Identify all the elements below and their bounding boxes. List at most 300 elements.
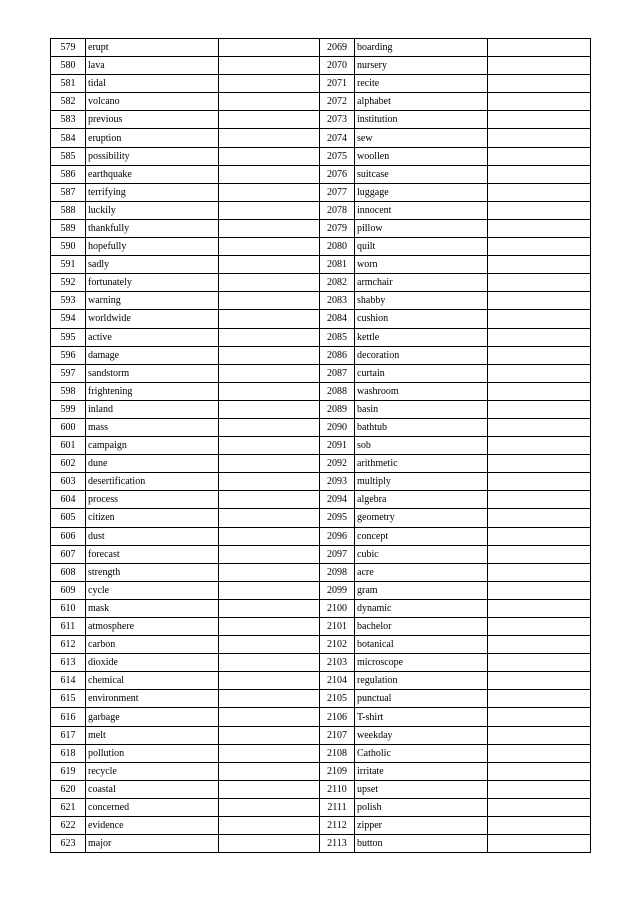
left-entry-word: lava — [86, 57, 219, 75]
table-row — [51, 292, 591, 310]
left-entry-word: possibility — [86, 147, 219, 165]
right-entry-word: kettle — [355, 328, 488, 346]
right-entry-number: 2081 — [320, 256, 355, 274]
right-blank-cell — [488, 346, 591, 364]
right-entry-word: regulation — [355, 672, 488, 690]
left-entry-word: process — [86, 491, 219, 509]
right-entry-number: 2078 — [320, 201, 355, 219]
left-entry-number: 617 — [51, 726, 86, 744]
right-entry-word: T-shirt — [355, 708, 488, 726]
left-blank-cell — [219, 111, 320, 129]
right-blank-cell — [488, 636, 591, 654]
table-row — [51, 563, 591, 581]
right-entry-number: 2074 — [320, 129, 355, 147]
right-blank-cell — [488, 219, 591, 237]
vocabulary-table — [50, 38, 591, 853]
left-blank-cell — [219, 437, 320, 455]
left-blank-cell — [219, 418, 320, 436]
left-blank-cell — [219, 75, 320, 93]
right-blank-cell — [488, 418, 591, 436]
right-entry-word: cushion — [355, 310, 488, 328]
right-blank-cell — [488, 581, 591, 599]
right-entry-number: 2071 — [320, 75, 355, 93]
left-blank-cell — [219, 400, 320, 418]
right-entry-word: quilt — [355, 238, 488, 256]
left-entry-word: recycle — [86, 762, 219, 780]
right-entry-word: concept — [355, 527, 488, 545]
right-blank-cell — [488, 762, 591, 780]
left-entry-word: concerned — [86, 798, 219, 816]
right-entry-word: sob — [355, 437, 488, 455]
right-blank-cell — [488, 292, 591, 310]
left-blank-cell — [219, 817, 320, 835]
right-blank-cell — [488, 780, 591, 798]
right-entry-word: weekday — [355, 726, 488, 744]
left-entry-word: citizen — [86, 509, 219, 527]
left-entry-number: 602 — [51, 455, 86, 473]
left-entry-number: 592 — [51, 274, 86, 292]
right-entry-number: 2102 — [320, 636, 355, 654]
left-entry-word: environment — [86, 690, 219, 708]
right-entry-word: cubic — [355, 545, 488, 563]
left-entry-word: previous — [86, 111, 219, 129]
right-blank-cell — [488, 509, 591, 527]
left-blank-cell — [219, 527, 320, 545]
right-blank-cell — [488, 382, 591, 400]
left-entry-word: atmosphere — [86, 618, 219, 636]
table-row — [51, 201, 591, 219]
left-entry-word: erupt — [86, 39, 219, 57]
table-row — [51, 219, 591, 237]
table-row — [51, 418, 591, 436]
right-blank-cell — [488, 93, 591, 111]
table-row — [51, 256, 591, 274]
table-row — [51, 75, 591, 93]
left-entry-word: strength — [86, 563, 219, 581]
right-blank-cell — [488, 473, 591, 491]
left-entry-number: 579 — [51, 39, 86, 57]
table-row — [51, 744, 591, 762]
left-entry-number: 582 — [51, 93, 86, 111]
right-entry-word: innocent — [355, 201, 488, 219]
left-blank-cell — [219, 491, 320, 509]
table-row — [51, 111, 591, 129]
right-blank-cell — [488, 57, 591, 75]
right-blank-cell — [488, 817, 591, 835]
right-blank-cell — [488, 491, 591, 509]
left-blank-cell — [219, 708, 320, 726]
left-blank-cell — [219, 39, 320, 57]
right-blank-cell — [488, 256, 591, 274]
right-blank-cell — [488, 690, 591, 708]
right-entry-word: boarding — [355, 39, 488, 57]
right-entry-number: 2085 — [320, 328, 355, 346]
left-entry-word: major — [86, 835, 219, 853]
left-entry-number: 587 — [51, 183, 86, 201]
right-blank-cell — [488, 201, 591, 219]
table-row — [51, 400, 591, 418]
left-blank-cell — [219, 636, 320, 654]
right-entry-word: luggage — [355, 183, 488, 201]
right-blank-cell — [488, 310, 591, 328]
left-entry-word: fortunately — [86, 274, 219, 292]
right-entry-word: polish — [355, 798, 488, 816]
right-entry-word: zipper — [355, 817, 488, 835]
table-row — [51, 618, 591, 636]
right-blank-cell — [488, 798, 591, 816]
right-entry-number: 2073 — [320, 111, 355, 129]
left-blank-cell — [219, 545, 320, 563]
left-entry-number: 616 — [51, 708, 86, 726]
right-entry-number: 2103 — [320, 654, 355, 672]
left-entry-number: 598 — [51, 382, 86, 400]
table-row — [51, 93, 591, 111]
left-entry-number: 604 — [51, 491, 86, 509]
right-entry-number: 2084 — [320, 310, 355, 328]
right-entry-word: pillow — [355, 219, 488, 237]
right-entry-word: botanical — [355, 636, 488, 654]
left-entry-number: 593 — [51, 292, 86, 310]
right-entry-number: 2111 — [320, 798, 355, 816]
left-entry-number: 618 — [51, 744, 86, 762]
vocabulary-sheet — [50, 38, 590, 853]
left-blank-cell — [219, 364, 320, 382]
right-entry-number: 2079 — [320, 219, 355, 237]
table-row — [51, 346, 591, 364]
right-blank-cell — [488, 437, 591, 455]
left-entry-word: volcano — [86, 93, 219, 111]
left-entry-number: 621 — [51, 798, 86, 816]
left-entry-number: 609 — [51, 581, 86, 599]
right-entry-word: decoration — [355, 346, 488, 364]
table-row — [51, 636, 591, 654]
left-blank-cell — [219, 762, 320, 780]
right-entry-word: microscope — [355, 654, 488, 672]
right-entry-number: 2100 — [320, 599, 355, 617]
right-entry-number: 2108 — [320, 744, 355, 762]
right-entry-word: bathtub — [355, 418, 488, 436]
left-entry-word: forecast — [86, 545, 219, 563]
right-entry-word: multiply — [355, 473, 488, 491]
right-blank-cell — [488, 527, 591, 545]
table-row — [51, 455, 591, 473]
left-entry-word: thankfully — [86, 219, 219, 237]
right-blank-cell — [488, 147, 591, 165]
left-entry-word: mass — [86, 418, 219, 436]
table-row — [51, 473, 591, 491]
left-entry-word: cycle — [86, 581, 219, 599]
right-entry-number: 2099 — [320, 581, 355, 599]
left-entry-word: dune — [86, 455, 219, 473]
right-entry-number: 2093 — [320, 473, 355, 491]
left-blank-cell — [219, 744, 320, 762]
table-row — [51, 672, 591, 690]
left-entry-number: 588 — [51, 201, 86, 219]
left-entry-number: 622 — [51, 817, 86, 835]
left-blank-cell — [219, 672, 320, 690]
right-entry-word: basin — [355, 400, 488, 418]
left-entry-word: melt — [86, 726, 219, 744]
left-blank-cell — [219, 201, 320, 219]
left-entry-word: earthquake — [86, 165, 219, 183]
right-blank-cell — [488, 672, 591, 690]
left-entry-number: 608 — [51, 563, 86, 581]
left-entry-word: coastal — [86, 780, 219, 798]
right-entry-word: Catholic — [355, 744, 488, 762]
left-entry-number: 597 — [51, 364, 86, 382]
table-row — [51, 382, 591, 400]
right-entry-number: 2095 — [320, 509, 355, 527]
left-entry-number: 580 — [51, 57, 86, 75]
table-row — [51, 129, 591, 147]
right-entry-number: 2104 — [320, 672, 355, 690]
left-entry-number: 612 — [51, 636, 86, 654]
left-blank-cell — [219, 310, 320, 328]
table-row — [51, 238, 591, 256]
right-entry-number: 2101 — [320, 618, 355, 636]
table-row — [51, 599, 591, 617]
left-entry-word: dioxide — [86, 654, 219, 672]
right-blank-cell — [488, 328, 591, 346]
left-entry-word: sandstorm — [86, 364, 219, 382]
right-entry-number: 2070 — [320, 57, 355, 75]
right-entry-word: washroom — [355, 382, 488, 400]
right-entry-word: button — [355, 835, 488, 853]
right-blank-cell — [488, 274, 591, 292]
left-entry-word: campaign — [86, 437, 219, 455]
right-entry-word: irritate — [355, 762, 488, 780]
right-blank-cell — [488, 618, 591, 636]
left-entry-word: sadly — [86, 256, 219, 274]
right-entry-number: 2105 — [320, 690, 355, 708]
right-entry-word: arithmetic — [355, 455, 488, 473]
left-blank-cell — [219, 165, 320, 183]
table-row — [51, 780, 591, 798]
table-row — [51, 491, 591, 509]
left-entry-number: 594 — [51, 310, 86, 328]
left-entry-word: garbage — [86, 708, 219, 726]
left-entry-number: 599 — [51, 400, 86, 418]
right-blank-cell — [488, 835, 591, 853]
left-entry-number: 606 — [51, 527, 86, 545]
right-blank-cell — [488, 708, 591, 726]
table-row — [51, 509, 591, 527]
right-entry-number: 2075 — [320, 147, 355, 165]
left-entry-number: 584 — [51, 129, 86, 147]
right-entry-number: 2089 — [320, 400, 355, 418]
left-entry-number: 615 — [51, 690, 86, 708]
table-row — [51, 835, 591, 853]
right-entry-word: armchair — [355, 274, 488, 292]
table-row — [51, 581, 591, 599]
left-entry-number: 620 — [51, 780, 86, 798]
left-blank-cell — [219, 599, 320, 617]
left-entry-number: 613 — [51, 654, 86, 672]
right-blank-cell — [488, 75, 591, 93]
table-row — [51, 328, 591, 346]
left-entry-word: terrifying — [86, 183, 219, 201]
right-entry-number: 2098 — [320, 563, 355, 581]
right-blank-cell — [488, 238, 591, 256]
right-entry-number: 2069 — [320, 39, 355, 57]
left-entry-word: inland — [86, 400, 219, 418]
table-row — [51, 654, 591, 672]
left-entry-word: evidence — [86, 817, 219, 835]
table-row — [51, 310, 591, 328]
right-blank-cell — [488, 183, 591, 201]
right-blank-cell — [488, 111, 591, 129]
right-blank-cell — [488, 455, 591, 473]
right-blank-cell — [488, 654, 591, 672]
left-entry-number: 611 — [51, 618, 86, 636]
left-blank-cell — [219, 455, 320, 473]
right-entry-word: bachelor — [355, 618, 488, 636]
right-entry-word: dynamic — [355, 599, 488, 617]
right-entry-word: upset — [355, 780, 488, 798]
right-entry-word: acre — [355, 563, 488, 581]
left-entry-word: desertification — [86, 473, 219, 491]
left-entry-number: 595 — [51, 328, 86, 346]
left-entry-number: 596 — [51, 346, 86, 364]
left-entry-word: dust — [86, 527, 219, 545]
right-entry-number: 2106 — [320, 708, 355, 726]
vocabulary-table-body — [51, 39, 591, 853]
left-blank-cell — [219, 147, 320, 165]
table-row — [51, 437, 591, 455]
table-row — [51, 165, 591, 183]
left-blank-cell — [219, 563, 320, 581]
left-blank-cell — [219, 238, 320, 256]
table-row — [51, 57, 591, 75]
right-entry-number: 2088 — [320, 382, 355, 400]
right-blank-cell — [488, 599, 591, 617]
left-entry-word: active — [86, 328, 219, 346]
left-blank-cell — [219, 382, 320, 400]
left-blank-cell — [219, 346, 320, 364]
left-entry-word: frightening — [86, 382, 219, 400]
table-row — [51, 798, 591, 816]
right-entry-number: 2107 — [320, 726, 355, 744]
right-entry-number: 2076 — [320, 165, 355, 183]
table-row — [51, 274, 591, 292]
right-entry-word: alphabet — [355, 93, 488, 111]
left-blank-cell — [219, 654, 320, 672]
table-row — [51, 183, 591, 201]
left-blank-cell — [219, 219, 320, 237]
left-blank-cell — [219, 473, 320, 491]
left-entry-word: chemical — [86, 672, 219, 690]
right-entry-word: punctual — [355, 690, 488, 708]
left-entry-word: carbon — [86, 636, 219, 654]
left-entry-word: worldwide — [86, 310, 219, 328]
right-blank-cell — [488, 400, 591, 418]
left-entry-word: pollution — [86, 744, 219, 762]
right-entry-number: 2083 — [320, 292, 355, 310]
left-entry-number: 591 — [51, 256, 86, 274]
right-entry-number: 2097 — [320, 545, 355, 563]
right-entry-word: worn — [355, 256, 488, 274]
right-blank-cell — [488, 165, 591, 183]
left-entry-number: 590 — [51, 238, 86, 256]
left-entry-number: 610 — [51, 599, 86, 617]
left-blank-cell — [219, 183, 320, 201]
left-entry-number: 603 — [51, 473, 86, 491]
right-entry-number: 2112 — [320, 817, 355, 835]
left-entry-number: 623 — [51, 835, 86, 853]
left-entry-word: warning — [86, 292, 219, 310]
table-row — [51, 39, 591, 57]
left-entry-number: 607 — [51, 545, 86, 563]
left-blank-cell — [219, 835, 320, 853]
right-entry-number: 2092 — [320, 455, 355, 473]
left-entry-word: tidal — [86, 75, 219, 93]
right-entry-number: 2096 — [320, 527, 355, 545]
left-entry-number: 600 — [51, 418, 86, 436]
right-entry-number: 2077 — [320, 183, 355, 201]
left-blank-cell — [219, 256, 320, 274]
table-row — [51, 527, 591, 545]
left-blank-cell — [219, 780, 320, 798]
left-entry-number: 619 — [51, 762, 86, 780]
right-entry-word: recite — [355, 75, 488, 93]
right-entry-word: algebra — [355, 491, 488, 509]
left-entry-word: damage — [86, 346, 219, 364]
right-entry-word: gram — [355, 581, 488, 599]
left-entry-number: 601 — [51, 437, 86, 455]
left-blank-cell — [219, 509, 320, 527]
right-entry-number: 2091 — [320, 437, 355, 455]
right-entry-number: 2087 — [320, 364, 355, 382]
left-blank-cell — [219, 292, 320, 310]
table-row — [51, 147, 591, 165]
left-blank-cell — [219, 328, 320, 346]
table-row — [51, 708, 591, 726]
table-row — [51, 726, 591, 744]
left-entry-number: 586 — [51, 165, 86, 183]
table-row — [51, 690, 591, 708]
right-entry-word: curtain — [355, 364, 488, 382]
right-entry-word: institution — [355, 111, 488, 129]
left-entry-number: 614 — [51, 672, 86, 690]
left-entry-number: 589 — [51, 219, 86, 237]
right-entry-number: 2082 — [320, 274, 355, 292]
left-entry-word: luckily — [86, 201, 219, 219]
left-entry-word: eruption — [86, 129, 219, 147]
left-entry-word: mask — [86, 599, 219, 617]
right-blank-cell — [488, 129, 591, 147]
left-blank-cell — [219, 129, 320, 147]
right-entry-word: suitcase — [355, 165, 488, 183]
left-entry-number: 585 — [51, 147, 86, 165]
left-blank-cell — [219, 581, 320, 599]
left-entry-word: hopefully — [86, 238, 219, 256]
right-entry-number: 2110 — [320, 780, 355, 798]
right-entry-word: shabby — [355, 292, 488, 310]
left-blank-cell — [219, 690, 320, 708]
table-row — [51, 364, 591, 382]
left-blank-cell — [219, 274, 320, 292]
right-entry-number: 2113 — [320, 835, 355, 853]
right-blank-cell — [488, 726, 591, 744]
right-entry-number: 2080 — [320, 238, 355, 256]
table-row — [51, 545, 591, 563]
table-row — [51, 762, 591, 780]
left-blank-cell — [219, 57, 320, 75]
left-entry-number: 583 — [51, 111, 86, 129]
left-blank-cell — [219, 93, 320, 111]
table-row — [51, 817, 591, 835]
right-blank-cell — [488, 545, 591, 563]
